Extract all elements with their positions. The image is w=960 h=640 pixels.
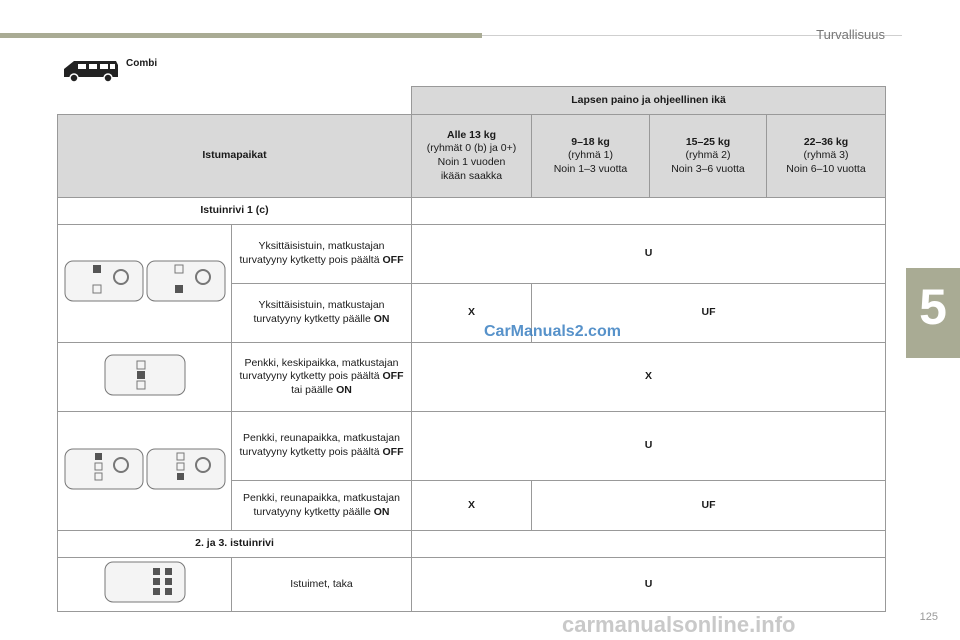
row-rear-value: U [412,558,886,612]
car-bench-side-diagram-icon [63,447,227,491]
seat-header: Istumapaikat [58,115,412,198]
car-rear-seats-diagram-icon [103,560,187,604]
row-bench-middle-value: X [412,343,886,412]
rear-seat-diagram [58,558,232,612]
child-seat-table [57,86,886,612]
weight-col-2: 9–18 kg (ryhmä 1) Noin 1–3 vuotta [532,115,650,198]
bench-middle-diagram [58,343,232,412]
row-single-on-value-rest: UF [532,284,886,343]
row-bench-side-on-label: Penkki, reunapaikka, matkustajan turvatyyny kytketty päälle ON [232,481,412,531]
row-single-on-label: Yksittäisistuin, matkustajan turvatyyny kytketty päälle ON [232,284,412,343]
section-title: Turvallisuus [816,27,885,42]
footer-watermark: carmanualsonline.info [562,612,796,637]
weight-col-4: 22–36 kg (ryhmä 3) Noin 6–10 vuotta [767,115,886,198]
row1-title: Istuinrivi 1 (c) [58,198,412,225]
weight-col-3: 15–25 kg (ryhmä 2) Noin 3–6 vuotta [650,115,767,198]
row-bench-side-off-value: U [412,412,886,481]
single-seat-diagram [58,225,232,343]
watermark: CarManuals2.com [484,323,621,340]
bench-side-diagram [58,412,232,531]
header-rule [0,33,482,38]
row-bench-side-on-value-rest: UF [532,481,886,531]
weight-col-1: Alle 13 kg (ryhmät 0 (b) ja 0+) Noin 1 vuoden ikään saakka [412,115,532,198]
group-header: Lapsen paino ja ohjeellinen ikä [412,87,886,115]
van-icon [60,57,122,83]
page-number: 125 [919,611,938,623]
row-bench-middle-label: Penkki, keskipaikka, matkustajan turvatyyny kytketty pois päältä OFF tai päälle ON [232,343,412,412]
car-seat-diagram-icon [63,259,227,303]
row-rear-label: Istuimet, taka [232,558,412,612]
row-bench-side-on-value-1: X [412,481,532,531]
row-single-off-label: Yksittäisistuin, matkustajan turvatyyny kytketty pois päältä OFF [232,225,412,284]
row-bench-side-off-label: Penkki, reunapaikka, matkustajan turvatyyny kytketty pois päältä OFF [232,412,412,481]
row23-title: 2. ja 3. istuinrivi [58,531,412,558]
chapter-number: 5 [919,279,947,335]
row-single-off-value: U [412,225,886,284]
row-single-on-value-1: X [412,284,532,343]
car-bench-diagram-icon [103,353,187,397]
vehicle-label: Combi [126,58,158,69]
